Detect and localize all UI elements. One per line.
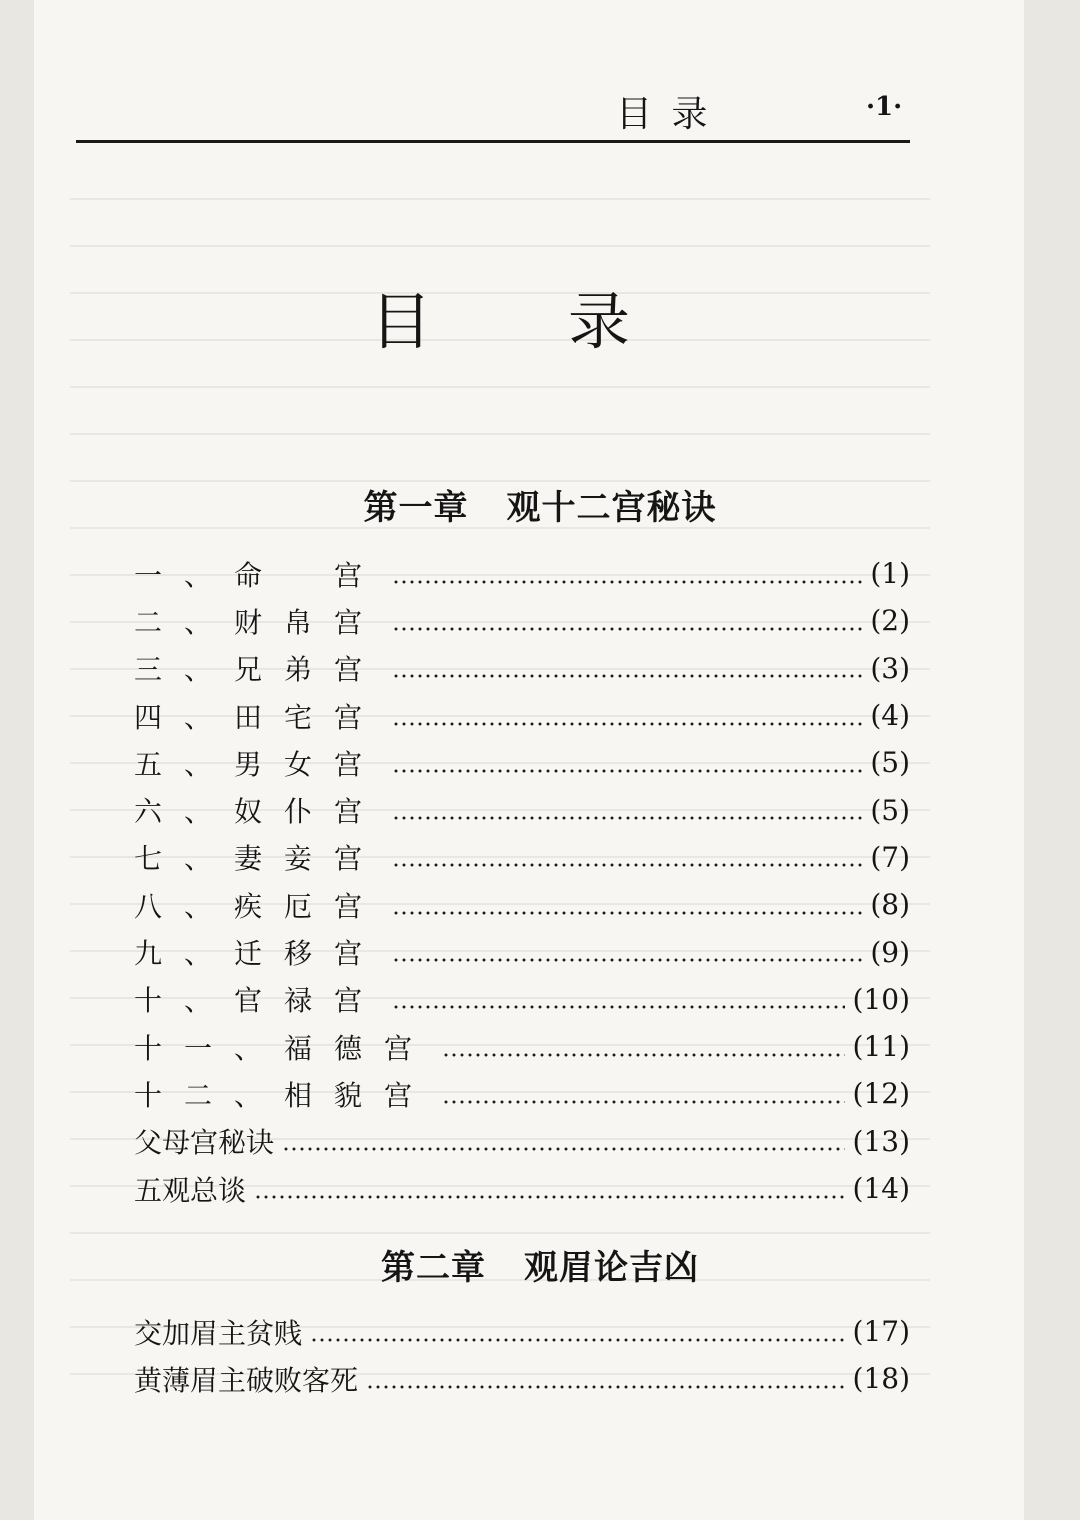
leader-dots bbox=[442, 1100, 845, 1104]
leader-dots bbox=[392, 674, 862, 678]
toc-entry[interactable] bbox=[134, 1118, 910, 1165]
toc-entry[interactable] bbox=[134, 1023, 910, 1070]
toc-entry-page: (11) bbox=[852, 1030, 910, 1064]
toc-entry-label: 四、田宅宫 bbox=[134, 700, 385, 734]
chapter-title: 观十二宫秘诀 bbox=[506, 488, 717, 528]
page-title-char-1: 目 bbox=[370, 285, 433, 358]
leader-dots bbox=[282, 1147, 845, 1151]
running-header bbox=[76, 72, 910, 143]
toc-entry-page: (4) bbox=[870, 699, 910, 733]
running-title: 目 录 bbox=[616, 94, 712, 135]
leader-dots bbox=[254, 1195, 845, 1199]
toc-entry[interactable] bbox=[134, 1070, 910, 1117]
toc-entry-label: 父母宫秘诀 bbox=[134, 1126, 275, 1160]
toc-entry-label: 十一、福德宫 bbox=[134, 1031, 435, 1065]
toc-entry-label: 十二、相貌宫 bbox=[134, 1078, 435, 1112]
toc-entry-label: 二、财帛宫 bbox=[134, 605, 385, 639]
toc-entry[interactable] bbox=[134, 881, 910, 928]
toc-entry[interactable] bbox=[134, 786, 910, 833]
chapter-heading bbox=[0, 1240, 1080, 1289]
toc-entry-label: 黄薄眉主破败客死 bbox=[134, 1363, 359, 1397]
toc-list-chapter-2 bbox=[134, 1308, 910, 1403]
leader-dots bbox=[392, 580, 862, 584]
toc-entry-label: 交加眉主贫贱 bbox=[134, 1316, 303, 1350]
toc-entry[interactable] bbox=[134, 692, 910, 739]
toc-entry[interactable] bbox=[134, 597, 910, 644]
toc-entry-page: (14) bbox=[852, 1172, 910, 1205]
toc-entry-label: 八、疾厄宫 bbox=[134, 889, 385, 923]
chapter-heading bbox=[0, 480, 1080, 529]
leader-dots bbox=[310, 1338, 845, 1342]
leader-dots bbox=[392, 863, 862, 867]
toc-entry-label: 六、奴仆宫 bbox=[134, 795, 385, 829]
leader-dots bbox=[392, 1005, 845, 1009]
toc-entry-page: (12) bbox=[852, 1077, 910, 1111]
toc-entry-label: 三、兄弟宫 bbox=[134, 653, 385, 687]
toc-entry-page: (2) bbox=[870, 604, 910, 638]
toc-entry-label: 九、迁移宫 bbox=[134, 937, 385, 971]
toc-entry-page: (8) bbox=[870, 888, 910, 922]
leader-dots bbox=[392, 627, 862, 631]
toc-entry-page: (13) bbox=[852, 1124, 910, 1158]
toc-entry[interactable] bbox=[134, 550, 910, 597]
leader-dots bbox=[366, 1385, 845, 1389]
toc-entry-page: (17) bbox=[852, 1315, 910, 1349]
toc-list-chapter-1 bbox=[134, 550, 910, 1212]
toc-entry-label: 七、妻妾宫 bbox=[134, 842, 385, 876]
toc-entry[interactable] bbox=[134, 834, 910, 881]
toc-entry[interactable] bbox=[134, 928, 910, 975]
toc-entry-label: 一、命 宫 bbox=[134, 558, 385, 592]
page-title-char-2: 录 bbox=[567, 285, 630, 358]
leader-dots bbox=[442, 1053, 845, 1057]
leader-dots bbox=[392, 722, 862, 726]
toc-entry-page: (3) bbox=[870, 651, 910, 685]
leader-dots bbox=[392, 958, 862, 962]
leader-dots bbox=[392, 816, 862, 820]
toc-entry-page: (5) bbox=[870, 746, 910, 780]
leader-dots bbox=[392, 769, 862, 773]
toc-entry-page: (7) bbox=[870, 840, 910, 874]
toc-entry[interactable] bbox=[134, 1355, 910, 1402]
chapter-number: 第一章 bbox=[363, 488, 469, 528]
chapter-title: 观眉论吉凶 bbox=[524, 1248, 699, 1288]
page-title bbox=[370, 272, 630, 358]
toc-entry[interactable] bbox=[134, 739, 910, 786]
toc-entry[interactable] bbox=[134, 645, 910, 692]
toc-entry-page: (18) bbox=[852, 1362, 910, 1396]
chapter-number: 第二章 bbox=[381, 1248, 486, 1288]
toc-entry-page: (1) bbox=[870, 557, 910, 591]
toc-entry-page: (5) bbox=[870, 793, 910, 827]
toc-entry[interactable] bbox=[134, 1165, 910, 1212]
page-number: ·1· bbox=[866, 92, 903, 122]
toc-entry[interactable] bbox=[134, 1308, 910, 1355]
toc-entry-page: (10) bbox=[852, 982, 910, 1016]
toc-entry-page: (9) bbox=[870, 935, 910, 969]
toc-entry-label: 十、官禄宫 bbox=[134, 984, 385, 1018]
leader-dots bbox=[392, 911, 862, 915]
toc-entry-label: 五观总谈 bbox=[134, 1173, 247, 1207]
toc-entry-label: 五、男女宫 bbox=[134, 747, 385, 781]
toc-entry[interactable] bbox=[134, 976, 910, 1023]
